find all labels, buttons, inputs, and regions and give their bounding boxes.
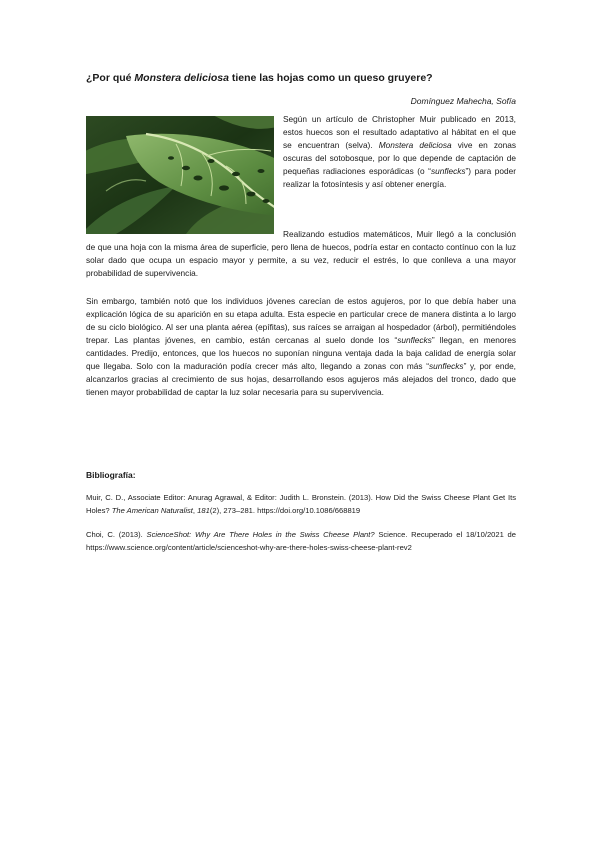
term-sunflecks: sunflecks bbox=[430, 166, 466, 177]
reference-2-text-a: Choi, C. (2013). bbox=[86, 530, 147, 539]
bibliography-heading: Bibliografía: bbox=[86, 470, 136, 480]
title-species: Monstera deliciosa bbox=[134, 72, 229, 84]
reference-1-doi[interactable]: (2), 273–281. https://doi.org/10.1086/668819 bbox=[209, 506, 361, 515]
author-name: Domínguez Mahecha, Sofía bbox=[410, 96, 516, 106]
term-sunflecks: sunflecks bbox=[397, 335, 432, 346]
reference-1 bbox=[86, 491, 516, 517]
monstera-leaf-photo bbox=[86, 116, 274, 234]
title-suffix: tiene las hojas como un queso gruyere? bbox=[228, 72, 433, 84]
reference-2 bbox=[86, 528, 516, 554]
paragraph-2: Realizando estudios matemáticos, Muir llegó a la conclusión de que una hoja con la misma área de superficie, pero llena de huecos, podría estar en contacto contínuo con la luz solar dado que ocupa un espacio mayor y permite, a su vez, reducir el estrés, lo que conlleva a una mayor probabilidad de supervivencia. bbox=[86, 229, 516, 279]
reference-1-journal: The American Naturalist bbox=[111, 506, 193, 515]
reference-2-url[interactable]: Science. Recuperado el 18/10/2021 de https://www.science.org/content/article/scienceshot-why-are-there-holes-swiss-cheese-plant-rev2 bbox=[86, 530, 517, 552]
paragraph-1-text-c: ”) para poder realizar la fotosíntesis y así obtener energía. bbox=[283, 166, 516, 190]
page-title bbox=[86, 72, 526, 84]
reference-2-title: ScienceShot: Why Are There Holes in the Swiss Cheese Plant? bbox=[146, 530, 375, 539]
paragraph-3-text-b: ” llegan, en menores cantidades. Predijo, entonces, que los huecos no suponían ninguna ventaja dada la baja calidad de energía solar que llegaba. Solo con la maduración podía crecer más alto, llegando a zonas con más “ bbox=[86, 335, 516, 372]
species-name: Monstera deliciosa bbox=[378, 140, 452, 151]
title-prefix: ¿Por qué bbox=[86, 72, 135, 84]
reference-1-text-b: , bbox=[192, 506, 198, 515]
paragraph-3-text-c: ” y, por ende, alcanzarlos gracias al crecimiento de sus hojas, desarrollando esos agujeros más alejados del tronco, dado que tienen mayor probabilidad de captar la luz solar necesaria para su supervivencia. bbox=[86, 361, 516, 398]
paragraph-1-text-b: vive en zonas oscuras del sotobosque, por lo que depende de captación de pequeñas radiaciones esporádicas (o “ bbox=[283, 140, 516, 177]
reference-1-volume: 181 bbox=[197, 506, 210, 515]
paragraph-3 bbox=[86, 295, 516, 399]
paragraph-1-text-a: Según un artículo de Christopher Muir publicado en 2013, estos huecos son el resultado adaptativo al hábitat en el que se encuentran (selva). bbox=[283, 114, 516, 151]
intro-paragraph-block bbox=[283, 113, 516, 191]
paragraph-3-text-a: Sin embargo, también notó que los individuos jóvenes carecían de estos agujeros, por lo que debía haber una explicación lógica de su aparición en su etapa adulta. Esta especie en particular crece de manera distinta a lo largo de su ciclo biológico. Al ser una planta aérea (epífitas), sus raíces se arraigan al hospedador (árbol), permitiéndoles trepar. Las plantas jóvenes, en cambio, están cercanas al suelo donde los “ bbox=[86, 296, 516, 346]
term-sunflecks: sunflecks bbox=[429, 361, 464, 372]
paragraph-1 bbox=[283, 113, 516, 191]
reference-1-text-a: Muir, C. D., Associate Editor: Anurag Agrawal, & Editor: Judith L. Bronstein. (2013). How Did the Swiss Cheese Plant Get Its Holes? bbox=[86, 493, 516, 515]
